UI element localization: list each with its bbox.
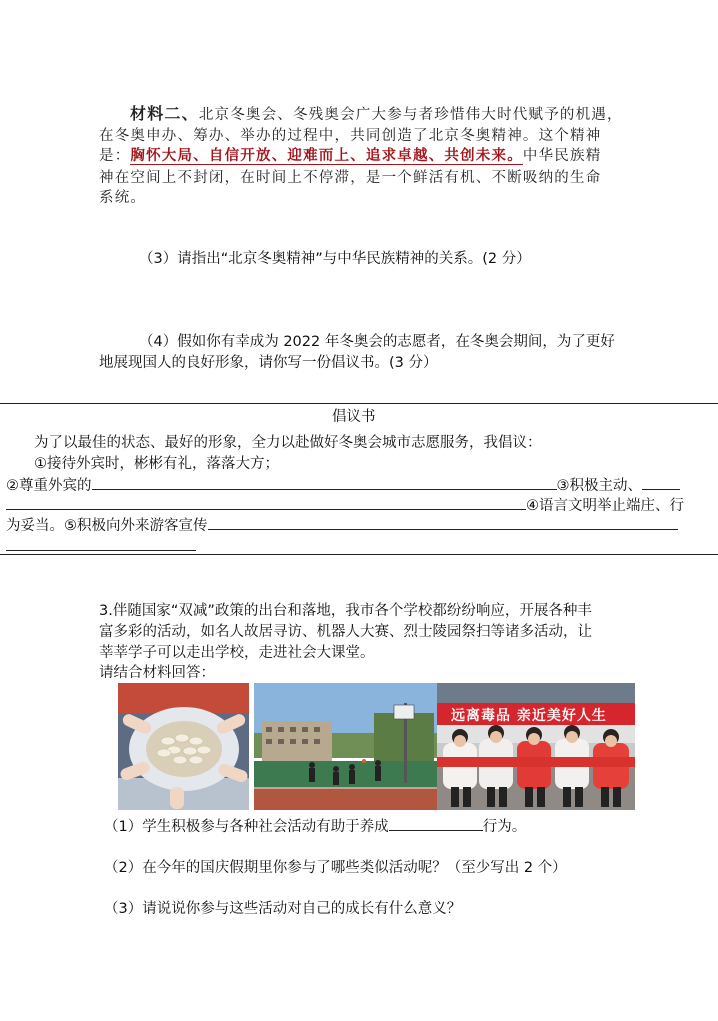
proposal-item-1: ①接待外宾时，彬彬有礼，落落大方； bbox=[34, 456, 279, 472]
proposal-item-2-row: ②尊重外宾的 ③积极主动、 bbox=[6, 474, 680, 495]
material-2-line-1: 材料二、北京冬奥会、冬残奥会广大参与者珍惜伟大时代赋予的机遇， bbox=[130, 104, 623, 123]
q3-main-line-1: 3.伴随国家“双减”政策的出台和落地，我市各个学校都纷纷响应，开展各种丰 bbox=[99, 603, 592, 619]
proposal-item-4-row: ④语言文明举止端庄、行 bbox=[6, 494, 684, 515]
answer-blank-3-continued[interactable] bbox=[6, 509, 526, 510]
q3-main-line-4: 请结合材料回答： bbox=[99, 665, 215, 681]
sub-question-2: （2）在今年的国庆假期里你参与了哪些类似活动呢？（至少写出 2 个） bbox=[104, 860, 567, 876]
material-2-line-3: 是：胸怀大局、自信开放、迎难而上、追求卓越、共创未来。中华民族精 bbox=[99, 147, 602, 164]
proposal-bottom-rule bbox=[0, 554, 718, 555]
answer-blank-5[interactable] bbox=[208, 529, 678, 530]
sub-question-3: （3）请说说你参与这些活动对自己的成长有什么意义？ bbox=[104, 901, 462, 917]
proposal-item-5-row: 为妥当。⑤积极向外来游客宣传 bbox=[6, 514, 678, 535]
answer-blank-5-continued[interactable] bbox=[6, 550, 196, 551]
material-2-label: 材料二、 bbox=[130, 104, 199, 123]
material-2-line-2: 在冬奥申办、筹办、举办的过程中，共同创造了北京冬奥精神。这个精神 bbox=[99, 128, 602, 144]
anti-drug-photo bbox=[437, 683, 635, 810]
proposal-top-rule bbox=[0, 403, 718, 404]
winter-olympic-spirit-text: 胸怀大局、自信开放、迎难而上、追求卓越、共创未来。 bbox=[130, 147, 523, 164]
material-2-line-4: 神在空间上不封闭，在时间上不停滞，是一个鲜活有机、不断吸纳的生命 bbox=[99, 170, 602, 186]
question-3: （3）请指出“北京冬奥精神”与中华民族精神的关系。(2 分） bbox=[139, 251, 531, 267]
proposal-title: 倡议书 bbox=[332, 409, 376, 425]
basketball-photo bbox=[254, 683, 437, 810]
answer-blank-behavior[interactable] bbox=[389, 830, 483, 831]
answer-blank-3[interactable] bbox=[642, 489, 680, 490]
anti-drug-banner-text: 远离毒品 亲近美好人生 bbox=[451, 708, 607, 724]
answer-blank-2[interactable] bbox=[92, 489, 557, 490]
dumpling-photo bbox=[118, 683, 249, 810]
q3-main-line-3: 莘莘学子可以走出学校，走进社会大课堂。 bbox=[99, 645, 375, 661]
question-4-line-2: 地展现国人的良好形象，请你写一份倡议书。(3 分） bbox=[99, 355, 438, 371]
question-4-line-1: （4）假如你有幸成为 2022 年冬奥会的志愿者，在冬奥会期间，为了更好 bbox=[139, 334, 615, 350]
material-2-line-5: 系统。 bbox=[99, 190, 147, 206]
proposal-intro: 为了以最佳的状态、最好的形象，全力以赴做好冬奥会城市志愿服务，我倡议： bbox=[34, 435, 542, 451]
sub-question-1: （1）学生积极参与各种社会活动有助于养成 行为。 bbox=[104, 819, 527, 835]
q3-main-line-2: 富多彩的活动，如名人故居寻访、机器人大赛、烈士陵园祭扫等诸多活动，让 bbox=[99, 624, 592, 640]
